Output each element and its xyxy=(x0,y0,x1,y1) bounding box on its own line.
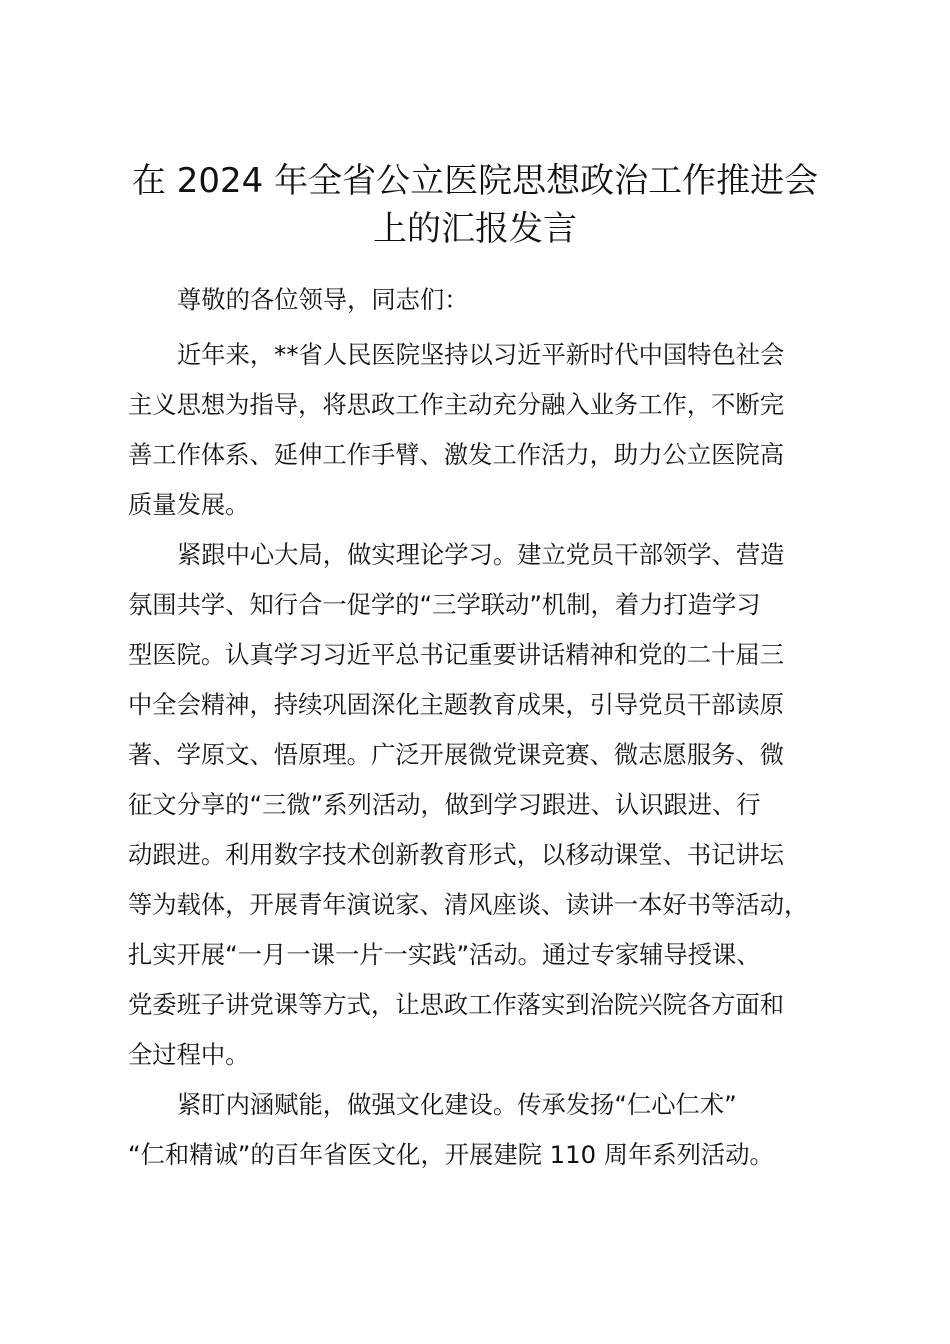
paragraph-line: 紧盯内涵赋能，做强文化建设。传承发扬“仁心仁术” xyxy=(177,1090,737,1119)
paragraph-line: “仁和精诚”的百年省医文化，开展建院 110 周年系列活动。 xyxy=(128,1140,774,1169)
paragraph-line: 氛围共学、知行合一促学的“三学联动”机制，着力打造学习 xyxy=(128,590,761,619)
paragraph-line: 质量发展。 xyxy=(128,490,250,519)
paragraph-line: 全过程中。 xyxy=(128,1040,250,1069)
paragraph-line: 党委班子讲党课等方式，让思政工作落实到治院兴院各方面和 xyxy=(128,990,785,1019)
paragraph-line: 扎实开展“一月一课一片一实践”活动。通过专家辅导授课、 xyxy=(128,940,761,969)
paragraph-line: 中全会精神，持续巩固深化主题教育成果，引导党员干部读原 xyxy=(128,690,785,719)
paragraph-line: 紧跟中心大局，做实理论学习。建立党员干部领学、营造 xyxy=(177,540,785,569)
paragraph-line: 等为载体，开展青年演说家、清风座谈、读讲一本好书等活动， xyxy=(128,890,809,919)
paragraph-line: 动跟进。利用数字技术创新教育形式，以移动课堂、书记讲坛 xyxy=(128,840,785,869)
paragraph-line: 善工作体系、延伸工作手臂、激发工作活力，助力公立医院高 xyxy=(128,440,785,469)
paragraph-line: 主义思想为指导，将思政工作主动充分融入业务工作，不断完 xyxy=(128,390,785,419)
salutation: 尊敬的各位领导，同志们： xyxy=(177,285,469,314)
paragraph-line: 征文分享的“三微”系列活动，做到学习跟进、认识跟进、行 xyxy=(128,790,761,819)
paragraph-line: 型医院。认真学习习近平总书记重要讲话精神和党的二十届三 xyxy=(128,640,785,669)
document-title-line-1: 在 2024 年全省公立医院思想政治工作推进会 xyxy=(131,161,819,201)
document-title-line-2: 上的汇报发言 xyxy=(373,209,577,249)
paragraph-line: 近年来，**省人民医院坚持以习近平新时代中国特色社会 xyxy=(177,340,785,369)
paragraph-line: 著、学原文、悟原理。广泛开展微党课竞赛、微志愿服务、微 xyxy=(128,740,785,769)
